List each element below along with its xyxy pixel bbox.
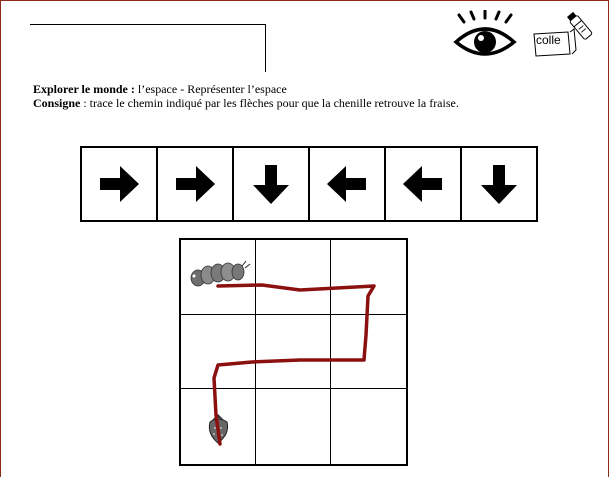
arrow-strip (80, 146, 538, 222)
grid-cell[interactable] (256, 315, 331, 390)
grid-cell[interactable] (331, 315, 406, 390)
domain-text: l’espace - Représenter l’espace (134, 82, 287, 96)
arrow-cell (386, 148, 462, 220)
arrow-cell (462, 148, 536, 220)
domain-line (33, 82, 483, 96)
eye-icon (452, 10, 518, 62)
domain-heading: Explorer le monde : (33, 82, 135, 96)
arrow-cell (310, 148, 386, 220)
grid-cell[interactable] (331, 389, 406, 464)
grid-cell[interactable] (256, 240, 331, 315)
arrow-right-icon (96, 161, 142, 207)
path-grid (179, 238, 408, 466)
arrow-down-icon (248, 161, 294, 207)
grid-cell[interactable] (181, 389, 256, 464)
arrow-left-icon (400, 161, 446, 207)
grid-cell[interactable] (181, 315, 256, 390)
arrow-left-icon (324, 161, 370, 207)
grid-cell[interactable] (331, 240, 406, 315)
grid-cell[interactable] (181, 240, 256, 315)
arrow-right-icon (172, 161, 218, 207)
grid-cell[interactable] (256, 389, 331, 464)
instructions (33, 82, 483, 110)
colle-label: colle (536, 33, 561, 47)
instruction-text: : trace le chemin indiqué par les flèches pour que la chenille retrouve la fraise. (80, 96, 459, 110)
name-box (30, 24, 266, 72)
arrow-cell (82, 148, 158, 220)
arrow-down-icon (476, 161, 522, 207)
instruction-heading: Consigne (33, 96, 81, 110)
instruction-line (33, 96, 483, 110)
arrow-cell (234, 148, 310, 220)
arrow-cell (158, 148, 234, 220)
